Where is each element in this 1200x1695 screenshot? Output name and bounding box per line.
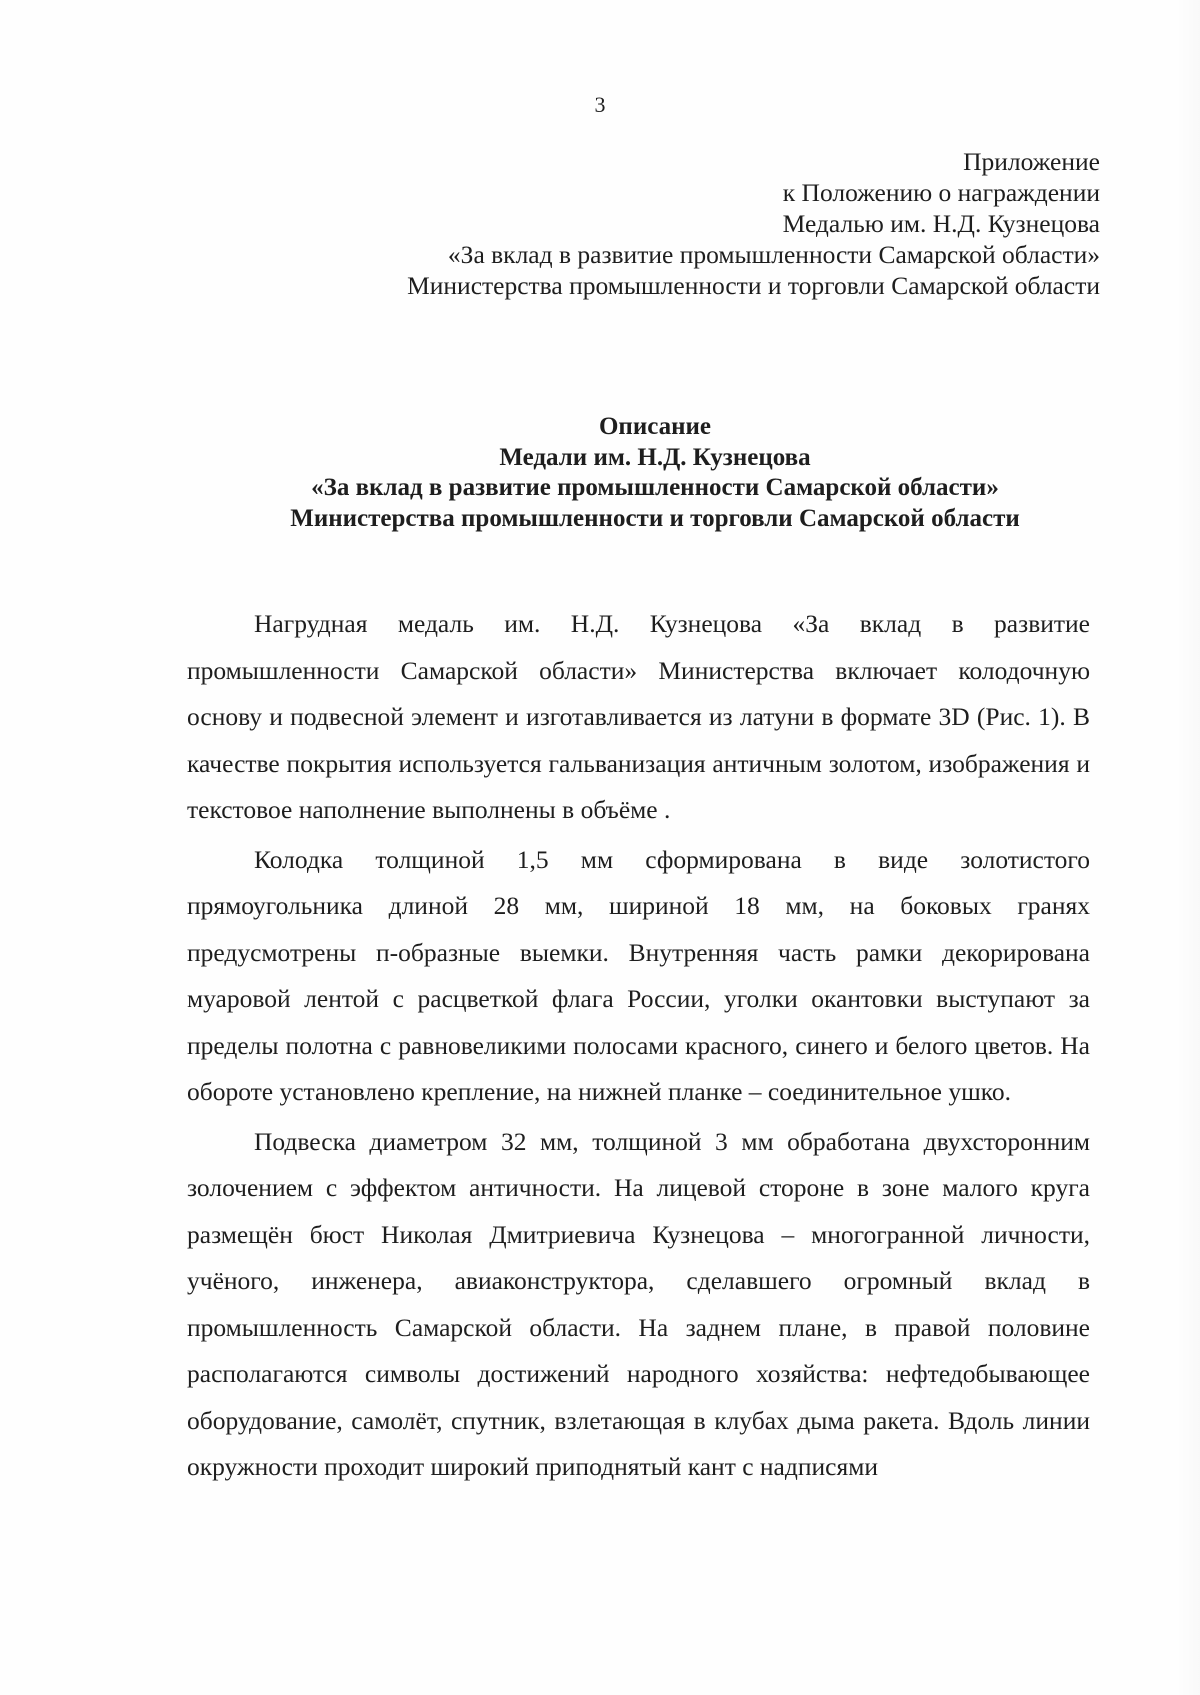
scan-edge	[1176, 0, 1200, 1695]
appendix-header	[407, 146, 1100, 301]
appendix-line: «За вклад в развитие промышленности Самарской области»	[447, 240, 1100, 269]
appendix-line: Министерства промышленности и торговли Самарской области	[407, 271, 1100, 300]
body-paragraph: Колодка толщиной 1,5 мм сформирована в виде золотистого прямоугольника длиной 28 мм, шириной 18 мм, на боковых гранях предусмотрены п-образные выемки. Внутренняя часть рамки декорирована муаровой лентой с расцветкой флага России, уголки окантовки выступают за пределы полотна с равновеликими полосами красного, синего и белого цветов. На обороте установлено крепление, на нижней планке – соединительное ушко.	[187, 844, 1090, 1106]
appendix-line: Медалью им. Н.Д. Кузнецова	[782, 209, 1100, 238]
appendix-line: Приложение	[963, 147, 1100, 176]
body-paragraph: Подвеска диаметром 32 мм, толщиной 3 мм обработана двухсторонним золочением с эффектом античности. На лицевой стороне в зоне малого круга размещён бюст Николая Дмитриевича Кузнецова – многогранной личности, учёного, инженера, авиаконструктора, сделавшего огромный вклад в промышленность Самарской области. На заднем плане, в правой половине располагаются символы достижений народного хозяйства: нефтедобывающее оборудование, самолёт, спутник, взлетающая в клубах дыма ракета. Вдоль линии окружности проходит широкий приподнятый кант с надписями	[187, 1126, 1090, 1481]
title-line: Медали им. Н.Д. Кузнецова	[499, 443, 811, 471]
document-title	[180, 412, 1130, 534]
appendix-line: к Положению о награждении	[782, 178, 1100, 207]
title-line: Министерства промышленности и торговли Самарской области	[290, 504, 1020, 532]
title-line: Описание	[598, 413, 712, 440]
page-number: 3	[594, 92, 606, 117]
document-body	[187, 601, 1090, 1491]
title-line: «За вклад в развитие промышленности Самарской области»	[311, 474, 999, 501]
body-paragraph: Нагрудная медаль им. Н.Д. Кузнецова «За вклад в развитие промышленности Самарской области» Министерства включает колодочную основу и подвесной элемент и изготавливается из латуни в формате 3D (Рис. 1). В качестве покрытия используется гальванизация античным золотом, изображения и текстовое наполнение выполнены в объёме .	[187, 609, 1090, 824]
